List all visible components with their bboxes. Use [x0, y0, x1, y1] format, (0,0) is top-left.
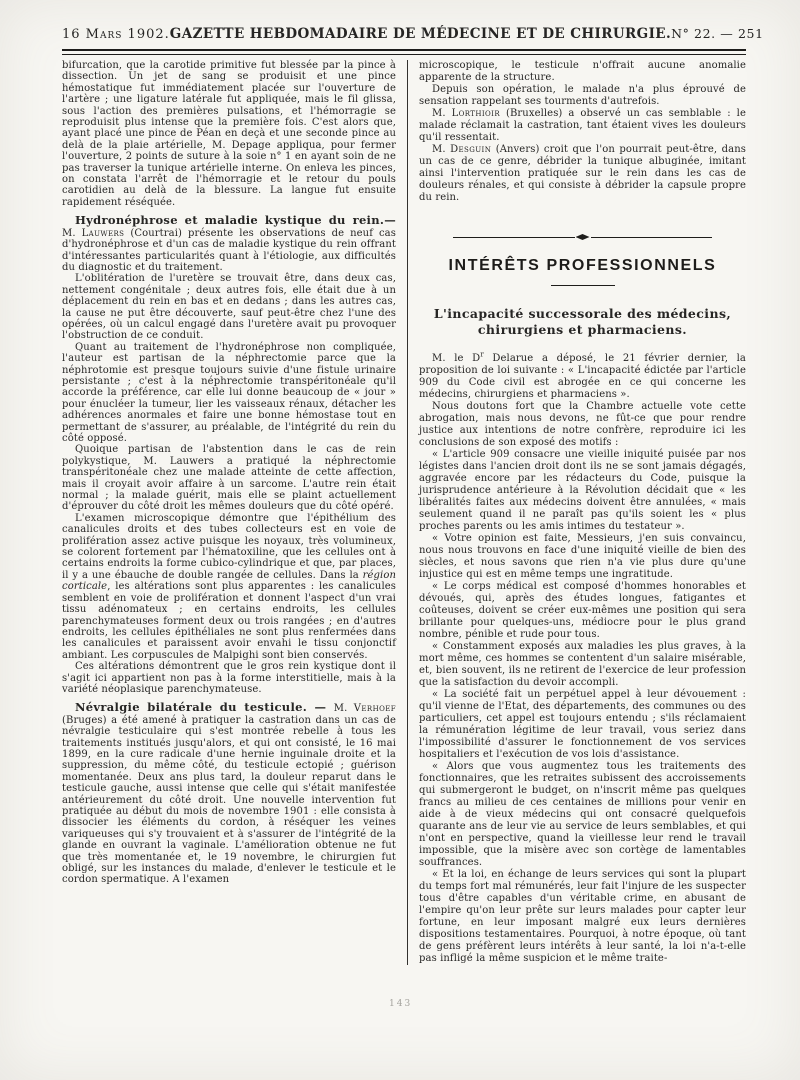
paragraph-text: (Anvers) croit que l'on pourrait peut-être, dans un cas de ce genre, débrider la tunique albuginée, imitant ainsi l'intervention pratiquée sur le rein dans les cas de douleurs rénales, et qui consiste à débrider la capsule propre du rein. [419, 144, 747, 203]
footer-signature-mark: 143 [389, 999, 413, 1009]
paragraph: « La société fait un perpétuel appel à leur dévouement : qu'il vienne de l'Etat, des départements, des communes ou des particuliers, cet appel est toujours entendu ; s'ils réclamaient la rémunération légitime de leur travail, vous seriez dans l'impossibilité d'assurer le fonctionnement de vos services hospitaliers et l'exécution de vos lois d'assistance. [419, 689, 746, 760]
paragraph: Nous doutons fort que la Chambre actuelle vote cette abrogation, mais nous devons, ne fût-ce que pour rendre justice aux intentions de notre confrère, reproduire ici les conclusions de son exposé des motifs : [419, 401, 746, 448]
paragraph-text: M. [432, 144, 451, 155]
paragraph [62, 702, 396, 886]
superscript: r [480, 350, 484, 359]
paragraph-text: (Bruges) a été amené à pratiquer la castration dans un cas de névralgie testiculaire qui s'est montrée rebelle à tous les traitements institués jusqu'alors, et qui ont consisté, le 16 mai 1899, en la cure radicale d'une hernie inguinale droite et la suppression, du même côté, du testicule ectopié ; guérison momentanée. Deux ans plus tard, la douleur reparut dans le testicule gauche, aussi intense que celle qui s'était manifestée antérieurement du côté droit. Une nouvelle intervention fut pratiquée au début du mois de novembre 1901 : elle consista à dissocier les éléments du cordon, à réséquer les veines variqueuses qui s'y trouvaient et à s'assurer de l'intégrité de la glande en ouvrant la vaginale. L'amélioration obtenue ne fut que très momentanée et, le 19 novembre, le chirurgien fut obligé, sur les instances du malade, d'enlever le testicule et le cordon spermatique. A l'examen [62, 714, 396, 886]
author-name: Desguin [450, 144, 492, 155]
paragraph-text: M. [333, 703, 354, 715]
paragraph-text: M. [432, 108, 452, 119]
paragraph: bifurcation, que la carotide primitive fut blessée par la pince à dissection. Un jet de sang se produisit et une pince hémostatique fut immédiatement placée sur l'ouverture de l'artère ; une ligature latérale fut appliquée, mais le fil glissa, sous l'action des premières pulsations, et l'hémorragie se reproduisit plus intense que la première fois. C'est alors que, ayant placé une pince de Péan en deçà et une seconde pince au delà de la plaie artérielle, M. Depage appliqua, pour fermer l'ouverture, 2 points de suture à la soie n° 1 en ayant soin de ne pas traverser la tunique artérielle interne. On enleva les pinces, on constata l'arrêt de l'hémorragie et le retour du pouls carotidien au delà de la blessure. La langue fut ensuite rapidement réséquée. [62, 60, 396, 208]
article-body [419, 350, 746, 965]
issue-and-page-number: N° 22. — 251 [671, 26, 764, 41]
paragraph: L'oblitération de l'uretère se trouvait être, dans deux cas, nettement congénitale ; deux autres fois, elle était due à un déplacement du rein en bas et en dedans ; dans les autres cas, la cause ne put être découverte, sauf peut-être chez l'une des opérées, où un calcul engagé dans l'uretère avait pu provoquer l'obstruction de ce conduit. [62, 273, 396, 342]
left-column [62, 60, 407, 965]
paragraph: Ces altérations démontrent que le gros rein kystique dont il s'agit ici appartient non pas à la forme interstitielle, mais à la variété néoplasique parenchymateuse. [62, 661, 396, 695]
right-column [408, 60, 746, 965]
paragraph [419, 144, 746, 204]
page-header [62, 26, 764, 42]
paragraph: Quant au traitement de l'hydronéphrose non compliquée, l'auteur est partisan de la néphrectomie parce que la néphrotomie est presque toujours suivie d'une fistule urinaire persistante ; c'est à la néphrectomie transpéritonéale qu'il accorde la préférence, car elle lui donne beaucoup de « jour » pour énucléer la tumeur, lier les vaisseaux rénaux, détacher les adhérences anormales et faire une bonne hémostase tout en permettant de s'assurer, au préalable, de l'intégrité du rein du côté opposé. [62, 341, 396, 444]
page-content [62, 26, 764, 965]
run-in-heading-hydronephrose: Hydronéphrose et maladie kystique du rein.— [75, 213, 396, 228]
paragraph: « Votre opinion est faite, Messieurs, j'en suis convaincu, nous nous trouvons en face d'une iniquité vieille de bien des siècles, et nous savons que rien n'a vie plus dure qu'une injustice qui est en même temps une ingratitude. [419, 533, 746, 580]
paragraph: « L'article 909 consacre une vieille iniquité puisée par nos légistes dans l'ancien droit dont ils ne se sont jamais dégagés, aggravée encore par les rédacteurs du Code, puisque la jurisprudence antérieure à la Révolution décidait que « les libéralités faites aux médecins doivent être annulées, « mais seulement quand il ne paraît pas qu'ils soient les « plus proches parents ou les amis intimes du testateur ». [419, 449, 746, 532]
paragraph-text: , les altérations sont plus apparentes : les canalicules semblent en voie de prolifération et donnent l'aspect d'un vrai tissu adénomateux ; en certains endroits, les cellules parenchymateuses forment deux ou trois rangées ; en d'autres endroits, les cellules épithéliales ne sont plus renfermées dans les canalicules et paraissent avoir envahi le tissu conjonctif ambiant. Les corpuscules de Malpighi sont bien conservés. [62, 581, 396, 661]
paragraph [419, 108, 746, 144]
header-date: 16 Mars 1902. [62, 27, 170, 42]
author-name: Verhoef [353, 703, 396, 715]
paragraph-text: L'examen microscopique démontre que l'épithélium des canalicules droits et des tubes collecteurs est en voie de prolifération assez active puisque les noyaux, très volumineux, se colorent fortement par l'hématoxiline, que les cellules ont à certains endroits la forme cubico-cylindrique et que, par places, il y a une ébauche de double rangée de cellules. Dans la [62, 512, 396, 581]
paragraph-text: M. le D [432, 353, 481, 364]
paragraph [62, 215, 396, 273]
paragraph-text: (Courtrai) présente les observations de neuf cas d'hydronéphrose et d'un cas de maladie kystique du rein offrant d'intéressantes particularités quant à l'étiologie, aux difficultés du diagnostic et du traitement. [62, 227, 396, 273]
paragraph: « Alors que vous augmentez tous les traitements des fonctionnaires, que les retraites subissent des accroissements qui submergeront le budget, on n'inscrit même pas quelques francs au milieu de ces centaines de millions pour venir en aide à de vieux médecins qui ont consacré quelquefois quarante ans de leur vie au service de leurs semblables, et qui n'ont en perspective, quand la vieillesse leur rend le travail impossible, que la misère avec son cortège de lamentables souffrances. [419, 761, 746, 868]
two-column-layout [62, 60, 746, 965]
run-in-heading-nevralgie: Névralgie bilatérale du testicule. — [75, 700, 334, 715]
italic-term: région corticale [62, 569, 396, 593]
paragraph: « Constamment exposés aux maladies les plus graves, à la mort même, ces hommes se contentent d'un salaire misérable, et, bien souvent, ils ne retirent de l'exercice de leur profession que la satisfaction du devoir accompli. [419, 641, 746, 688]
article-title [419, 306, 746, 338]
section-rule [551, 285, 615, 286]
paragraph-text: (Bruxelles) a observé un cas semblable : le malade réclamait la castration, tant étaient vives les douleurs qu'il ressentait. [419, 108, 746, 143]
paragraph: Quoique partisan de l'abstention dans le cas de rein polykystique, M. Lauwers a pratiqué la néphrectomie transpéritonéale chez une malade atteinte de cette affection, mais il croyait avoir affaire à un sarcome. L'autre rein était normal ; la malade guérit, mais elle se plaint actuellement d'éprouver du côté droit les mêmes douleurs que du côté opéré. [62, 444, 396, 513]
paragraph [62, 513, 396, 661]
paragraph: « Le corps médical est composé d'hommes honorables et dévoués, qui, après des études longues, fatigantes et coûteuses, doivent se créer eux-mêmes une position qui sera brillante pour quelques-uns, médiocre pour le plus grand nombre, pénible et rude pour tous. [419, 581, 746, 640]
paragraph-text: Delarue a déposé, le 21 février dernier, la proposition de loi suivante : « L'incapacité édictée par l'article 909 du Code civil est abrogée en ce qui concerne les médecins, chirurgiens et pharmaciens ». [419, 353, 746, 400]
paragraph-text: M. [62, 227, 82, 239]
paragraph [419, 350, 746, 401]
article-title-line1: L'incapacité successorale des médecins, [433, 306, 732, 321]
journal-title: GAZETTE HEBDOMADAIRE DE MÉDECINE ET DE CHIRURGIE. [169, 26, 672, 42]
paragraph: microscopique, le testicule n'offrait aucune anomalie apparente de la structure. [419, 60, 746, 83]
section-heading: INTÉRÊTS PROFESSIONNELS [448, 257, 717, 274]
ornament-divider [453, 234, 712, 240]
article-title-line2: chirurgiens et pharmaciens. [477, 322, 688, 337]
author-name: Lorthioir [451, 108, 501, 119]
paragraph: Depuis son opération, le malade n'a plus éprouvé de sensation rappelant ses tourments d'autrefois. [419, 84, 746, 107]
paragraph: « Et la loi, en échange de leurs services qui sont la plupart du temps fort mal rémunérés, leur fait l'injure de les suspecter tous d'être capables d'un véritable crime, en abusant de l'empire qu'on leur prête sur leurs malades pour capter leur fortune, en leur imposant malgré eux leurs dernières dispositions testamentaires. Pourquoi, à notre époque, où tant de gens préfèrent leurs intérêts à leur santé, la loi n'a-t-elle pas infligé la même suspicion et le même traite- [419, 869, 746, 964]
author-name: Lauwers [81, 227, 125, 239]
diamond-icon [576, 234, 590, 240]
header-rule [62, 49, 746, 55]
